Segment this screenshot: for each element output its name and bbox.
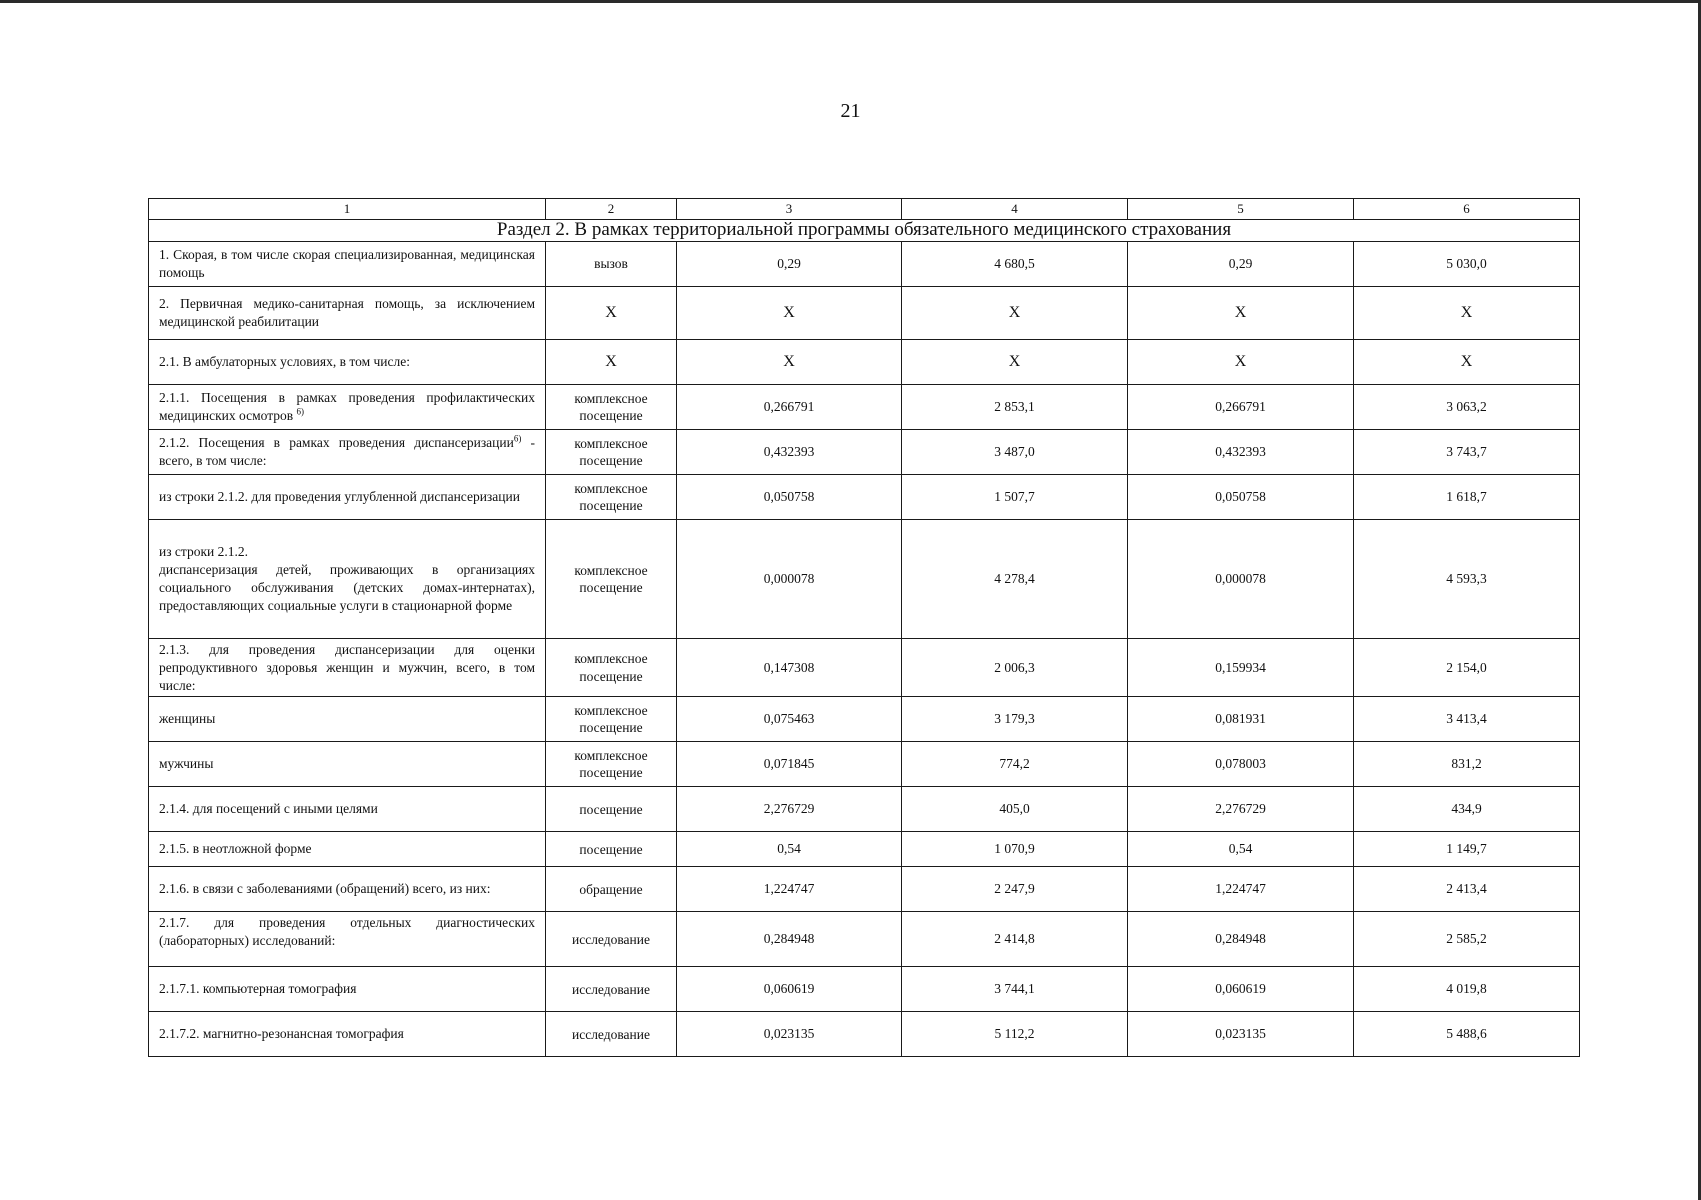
row-name: женщины [149, 697, 546, 742]
row-col6: 3 063,2 [1354, 384, 1580, 429]
row-col5: 0,081931 [1128, 697, 1354, 742]
row-col3: 0,023135 [677, 1012, 902, 1057]
table-row [149, 339, 1580, 384]
row-col4: 2 414,8 [902, 912, 1128, 967]
table-row [149, 519, 1580, 638]
table-row [149, 384, 1580, 429]
row-name: мужчины [149, 742, 546, 787]
row-col3: 0,54 [677, 832, 902, 867]
row-col6: 4 019,8 [1354, 967, 1580, 1012]
row-col4: Х [902, 286, 1128, 339]
table-row [149, 967, 1580, 1012]
row-unit: комплексное посещение [546, 697, 677, 742]
row-col3: 0,050758 [677, 474, 902, 519]
row-col4: 4 680,5 [902, 241, 1128, 286]
row-col3: 0,000078 [677, 519, 902, 638]
row-unit: исследование [546, 967, 677, 1012]
row-col5: 0,54 [1128, 832, 1354, 867]
row-name: 2.1.6. в связи с заболеваниями (обращений) всего, из них: [149, 867, 546, 912]
row-col6: 1 618,7 [1354, 474, 1580, 519]
row-col6: 3 413,4 [1354, 697, 1580, 742]
section-row [149, 220, 1580, 242]
row-unit: вызов [546, 241, 677, 286]
footnote-mark: 6) [513, 433, 522, 444]
row-name: 2.1. В амбулаторных условиях, в том числе: [149, 339, 546, 384]
table-row [149, 286, 1580, 339]
table-wrap [148, 198, 1579, 1057]
row-name: 2.1.4. для посещений с иными целями [149, 787, 546, 832]
row-col6: 2 585,2 [1354, 912, 1580, 967]
row-col6: 5 488,6 [1354, 1012, 1580, 1057]
row-col4: 3 744,1 [902, 967, 1128, 1012]
row-col5: 0,266791 [1128, 384, 1354, 429]
header-cell: 5 [1128, 199, 1354, 220]
row-col3: 0,29 [677, 241, 902, 286]
table-row [149, 867, 1580, 912]
row-col5: 0,000078 [1128, 519, 1354, 638]
row-col4: 1 507,7 [902, 474, 1128, 519]
row-name: 2.1.7. для проведения отдельных диагностических (лабораторных) исследований: [149, 912, 546, 967]
table-row [149, 832, 1580, 867]
row-name [149, 429, 546, 474]
row-unit: комплексное посещение [546, 742, 677, 787]
row-col4: 4 278,4 [902, 519, 1128, 638]
row-col3: 1,224747 [677, 867, 902, 912]
header-cell: 6 [1354, 199, 1580, 220]
row-col6: 434,9 [1354, 787, 1580, 832]
section-title: Раздел 2. В рамках территориальной программы обязательного медицинского страхования [149, 220, 1580, 242]
row-name-text: 2.1.1. Посещения в рамках проведения профилактических медицинских осмотров [159, 390, 535, 423]
table-row [149, 912, 1580, 967]
row-name-text: 2.1.2. Посещения в рамках проведения диспансеризации [159, 435, 514, 451]
row-col6: Х [1354, 286, 1580, 339]
row-col6: Х [1354, 339, 1580, 384]
row-unit: Х [546, 286, 677, 339]
header-cell: 1 [149, 199, 546, 220]
row-name: 2.1.5. в неотложной форме [149, 832, 546, 867]
row-name-text-cont: диспансеризация детей, проживающих в организациях социального обслуживания (детских домах-интернатах), предоставляющих социальные услуги в стационарной форме [159, 562, 535, 613]
row-col5: 0,29 [1128, 241, 1354, 286]
row-col4: Х [902, 339, 1128, 384]
row-unit: комплексное посещение [546, 429, 677, 474]
row-col3: 0,071845 [677, 742, 902, 787]
table-row [149, 474, 1580, 519]
table-row [149, 697, 1580, 742]
row-col6: 2 154,0 [1354, 638, 1580, 696]
row-name: 2.1.3. для проведения диспансеризации для оценки репродуктивного здоровья женщин и мужчин, всего, в том числе: [149, 638, 546, 696]
row-col3: 0,147308 [677, 638, 902, 696]
table-row [149, 742, 1580, 787]
row-name: из строки 2.1.2. для проведения углубленной диспансеризации [149, 474, 546, 519]
row-col4: 3 179,3 [902, 697, 1128, 742]
row-unit: исследование [546, 912, 677, 967]
data-table [148, 198, 1580, 1057]
row-col6: 4 593,3 [1354, 519, 1580, 638]
header-cell: 3 [677, 199, 902, 220]
header-cell: 4 [902, 199, 1128, 220]
row-col5: 0,078003 [1128, 742, 1354, 787]
row-col4: 405,0 [902, 787, 1128, 832]
row-col5: 0,432393 [1128, 429, 1354, 474]
row-col4: 5 112,2 [902, 1012, 1128, 1057]
row-col3: 0,266791 [677, 384, 902, 429]
page-number: 21 [840, 100, 861, 122]
header-row [149, 199, 1580, 220]
row-col3: Х [677, 339, 902, 384]
row-col3: Х [677, 286, 902, 339]
row-name: 1. Скорая, в том числе скорая специализированная, медицинская помощь [149, 241, 546, 286]
header-cell: 2 [546, 199, 677, 220]
row-unit: комплексное посещение [546, 384, 677, 429]
row-name: 2.1.7.1. компьютерная томография [149, 967, 546, 1012]
row-col4: 2 247,9 [902, 867, 1128, 912]
row-col5: Х [1128, 339, 1354, 384]
row-name: 2. Первичная медико-санитарная помощь, за исключением медицинской реабилитации [149, 286, 546, 339]
row-col6: 2 413,4 [1354, 867, 1580, 912]
row-col4: 3 487,0 [902, 429, 1128, 474]
row-col3: 0,284948 [677, 912, 902, 967]
table-row [149, 1012, 1580, 1057]
row-col4: 774,2 [902, 742, 1128, 787]
row-col6: 3 743,7 [1354, 429, 1580, 474]
row-unit: комплексное посещение [546, 519, 677, 638]
row-name-text-cont: - всего, в том числе: [159, 435, 535, 468]
row-col5: 0,060619 [1128, 967, 1354, 1012]
row-col5: 1,224747 [1128, 867, 1354, 912]
row-name-text: из строки 2.1.2. [159, 544, 249, 560]
row-name [149, 384, 546, 429]
row-col3: 0,432393 [677, 429, 902, 474]
row-unit: комплексное посещение [546, 638, 677, 696]
footnote-mark: 6) [296, 406, 305, 417]
row-col6: 5 030,0 [1354, 241, 1580, 286]
row-unit: обращение [546, 867, 677, 912]
row-col5: Х [1128, 286, 1354, 339]
row-col3: 2,276729 [677, 787, 902, 832]
row-col5: 2,276729 [1128, 787, 1354, 832]
row-col4: 1 070,9 [902, 832, 1128, 867]
row-col5: 0,159934 [1128, 638, 1354, 696]
row-unit: Х [546, 339, 677, 384]
row-col5: 0,284948 [1128, 912, 1354, 967]
row-col3: 0,060619 [677, 967, 902, 1012]
row-col6: 831,2 [1354, 742, 1580, 787]
row-col4: 2 853,1 [902, 384, 1128, 429]
table-row [149, 241, 1580, 286]
scan-edge-top [0, 0, 1701, 3]
row-unit: комплексное посещение [546, 474, 677, 519]
row-col3: 0,075463 [677, 697, 902, 742]
row-col4: 2 006,3 [902, 638, 1128, 696]
table-row [149, 787, 1580, 832]
row-unit: посещение [546, 832, 677, 867]
table-row [149, 638, 1580, 696]
row-name: 2.1.7.2. магнитно-резонансная томография [149, 1012, 546, 1057]
table-row [149, 429, 1580, 474]
row-col5: 0,050758 [1128, 474, 1354, 519]
row-unit: исследование [546, 1012, 677, 1057]
row-name [149, 519, 546, 638]
row-col6: 1 149,7 [1354, 832, 1580, 867]
row-col5: 0,023135 [1128, 1012, 1354, 1057]
row-unit: посещение [546, 787, 677, 832]
